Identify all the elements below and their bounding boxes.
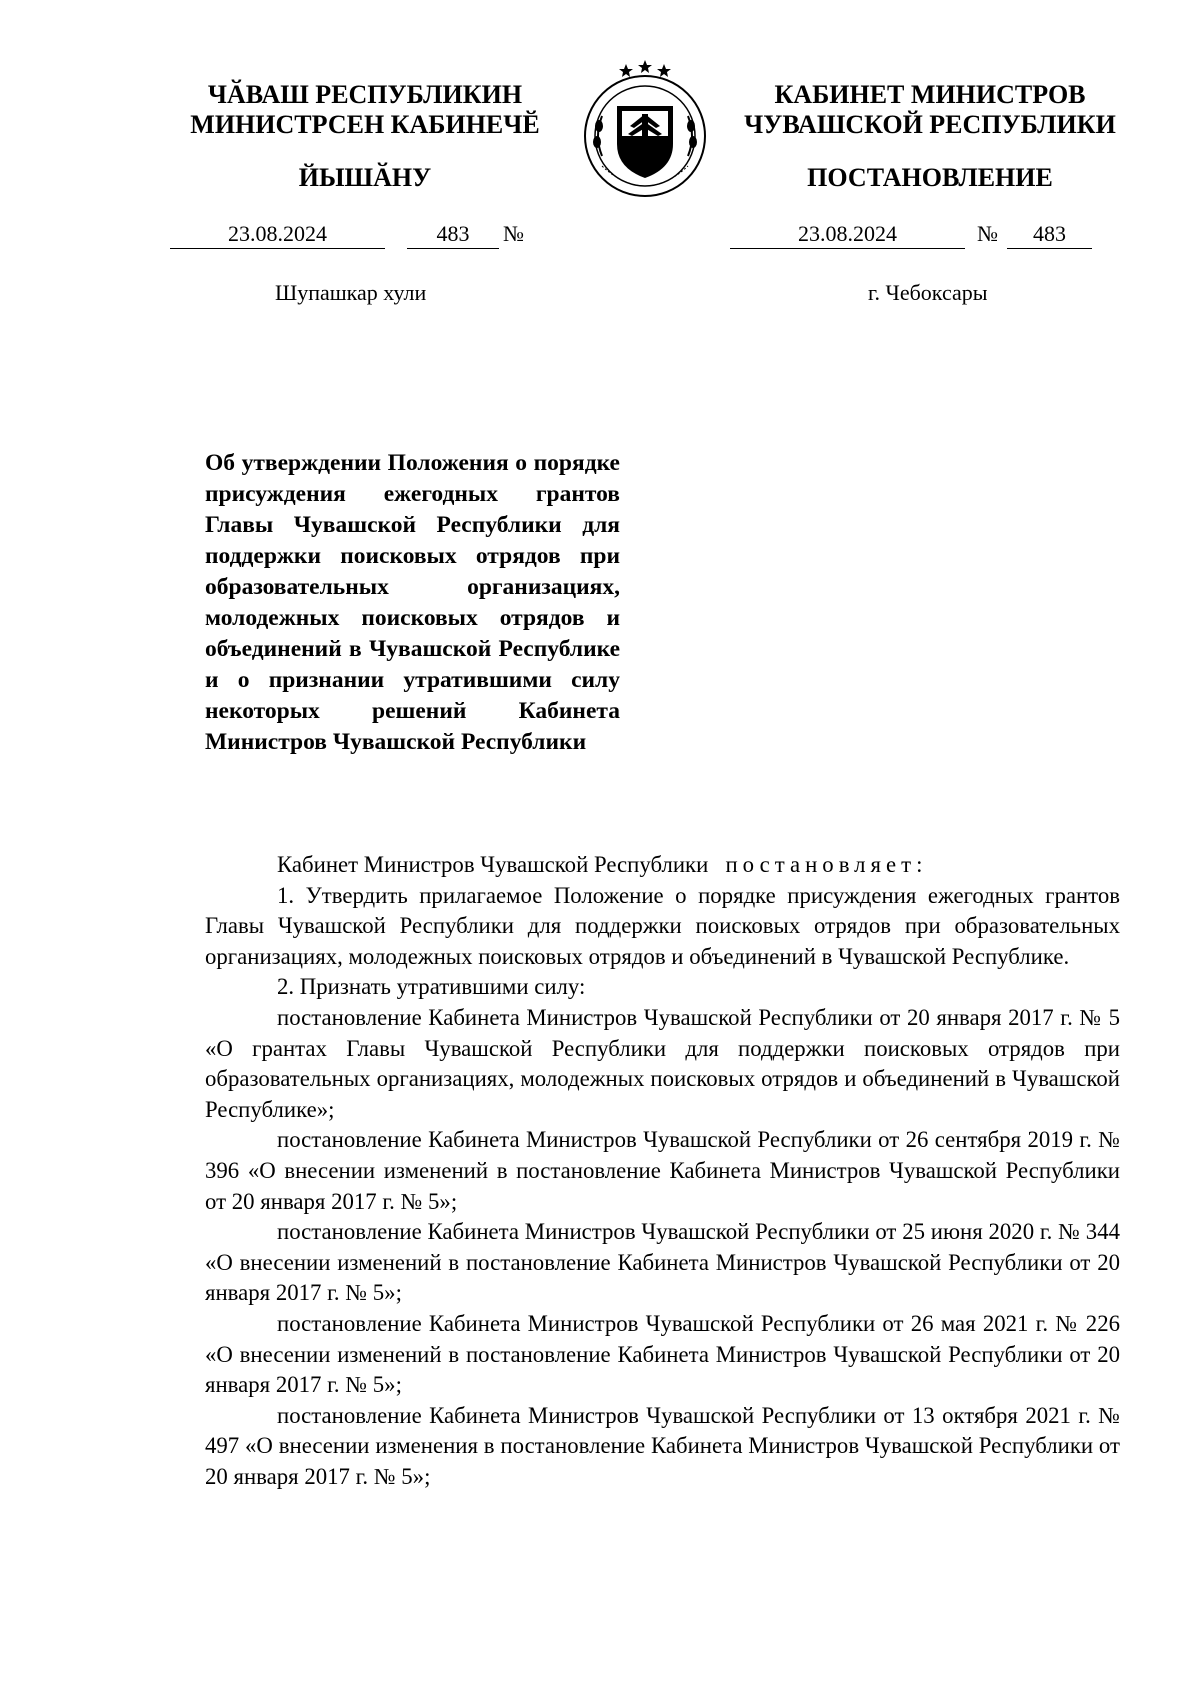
place-right: г. Чебоксары: [868, 280, 988, 305]
header-left-title: [170, 80, 560, 140]
header-right-line1: КАБИНЕТ МИНИСТРОВ: [774, 80, 1086, 109]
body-paragraph: 1. Утвердить прилагаемое Положение о порядке присуждения ежегодных грантов Главы Чувашской Республики для поддержки поисковых отрядов при образовательных организациях, молодежных поисковых отрядов и объединений в Чувашской Республике.: [205, 882, 1120, 969]
header-left-line1: ЧӐВАШ РЕСПУБЛИКИН: [207, 80, 523, 109]
body-paragraph: постановление Кабинета Министров Чувашской Республики от 20 января 2017 г. № 5 «О грантах Главы Чувашской Республики для поддержки поисковых отрядов при образовательных организациях, молодежных поисковых отрядов и объединений в Чувашской Республике»;: [205, 1004, 1120, 1122]
header-right-line2: ЧУВАШСКОЙ РЕСПУБЛИКИ: [744, 110, 1116, 139]
intro-subject: Кабинет Министров Чувашской Республики: [277, 852, 709, 877]
left-number: 483: [407, 220, 499, 249]
body-paragraph: постановление Кабинета Министров Чувашской Республики от 25 июня 2020 г. № 344 «О внесении изменений в постановление Кабинета Министров Чувашской Республики от 20 января 2017 г. № 5»;: [205, 1219, 1120, 1306]
chuvash-republic-emblem-icon: [572, 56, 718, 202]
intro-paragraph: [205, 850, 1120, 881]
left-date: 23.08.2024: [170, 220, 385, 249]
header-right-doc-type: ПОСТАНОВЛЕНИЕ: [807, 163, 1053, 192]
dateline-right: [730, 220, 1130, 250]
header-right-title: [730, 80, 1130, 140]
dateline-left: [170, 220, 560, 250]
right-number-sign: №: [977, 221, 998, 246]
right-date: 23.08.2024: [730, 220, 965, 249]
document-body: [205, 850, 1120, 1492]
body-paragraph: 2. Признать утратившими силу:: [277, 974, 586, 1000]
intro-verb: постановляет:: [725, 852, 928, 877]
body-paragraph: постановление Кабинета Министров Чувашской Республики от 26 сентября 2019 г. № 396 «О внесении изменений в постановление Кабинета Министров Чувашской Республики от 20 января 2017 г. № 5»;: [205, 1127, 1120, 1214]
left-number-sign: №: [503, 221, 524, 246]
body-paragraph: постановление Кабинета Министров Чувашской Республики от 26 мая 2021 г. № 226 «О внесении изменений в постановление Кабинета Министров Чувашской Республики от 20 января 2017 г. № 5»;: [205, 1310, 1120, 1398]
header-left-line2: МИНИСТРСЕН КАБИНЕЧӖ: [190, 110, 540, 139]
header-left-doc-type: ЙЫШӐНУ: [298, 163, 432, 192]
place-left: Шупашкар хули: [275, 280, 427, 305]
body-paragraph: постановление Кабинета Министров Чувашской Республики от 13 октября 2021 г. № 497 «О внесении изменения в постановление Кабинета Министров Чувашской Республики от 20 января 2017 г. № 5»;: [205, 1402, 1120, 1489]
right-number: 483: [1007, 220, 1092, 249]
document-title: Об утверждении Положения о порядке присуждения ежегодных грантов Главы Чувашской Республики для поддержки поисковых отрядов при образовательных организациях, молодежных поисковых отрядов и объединений в Чувашской Республике и о признании утратившими силу некоторых решений Кабинета Министров Чувашской Республики: [205, 450, 620, 755]
